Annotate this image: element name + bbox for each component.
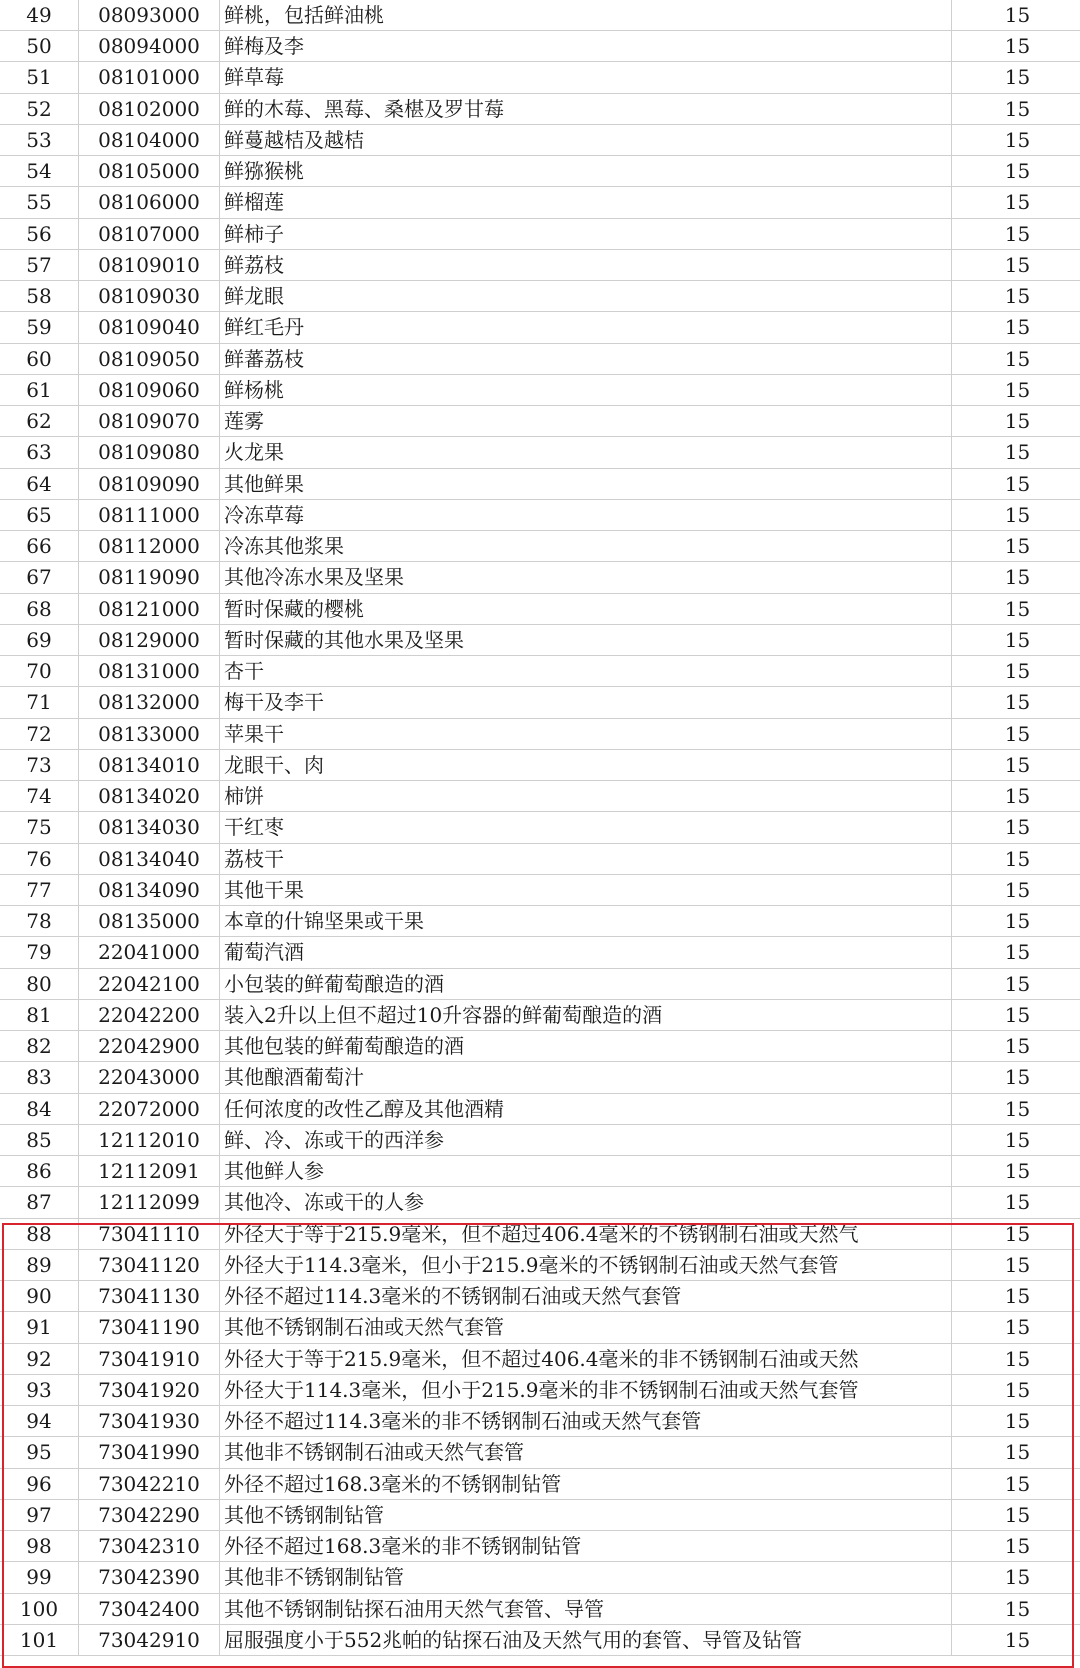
tariff-rate-cell: 15 <box>952 781 1080 812</box>
row-number-cell: 88 <box>0 1218 79 1249</box>
row-number-cell: 87 <box>0 1187 79 1218</box>
product-name-cell: 梅干及李干 <box>220 687 952 718</box>
row-number-cell: 55 <box>0 187 79 218</box>
tariff-rate-cell: 15 <box>952 749 1080 780</box>
hs-code-cell: 73041120 <box>79 1249 220 1280</box>
product-name-cell: 干红枣 <box>220 812 952 843</box>
row-number-cell: 72 <box>0 718 79 749</box>
row-number-cell: 91 <box>0 1312 79 1343</box>
product-name-cell: 任何浓度的改性乙醇及其他酒精 <box>220 1093 952 1124</box>
hs-code-cell: 08101000 <box>79 62 220 93</box>
tariff-rate-cell: 15 <box>952 1468 1080 1499</box>
row-number-cell: 97 <box>0 1499 79 1530</box>
table-row <box>0 124 1080 155</box>
product-name-cell: 冷冻草莓 <box>220 499 952 530</box>
hs-code-cell: 08102000 <box>79 93 220 124</box>
row-number-cell: 84 <box>0 1093 79 1124</box>
hs-code-cell: 08109070 <box>79 406 220 437</box>
hs-code-cell: 08109050 <box>79 343 220 374</box>
product-name-cell: 外径大于等于215.9毫米，但不超过406.4毫米的非不锈钢制石油或天然 <box>220 1343 952 1374</box>
row-number-cell: 94 <box>0 1406 79 1437</box>
hs-code-cell: 08105000 <box>79 156 220 187</box>
row-number-cell: 49 <box>0 0 79 31</box>
hs-code-cell: 08104000 <box>79 124 220 155</box>
tariff-rate-cell: 15 <box>952 1437 1080 1468</box>
table-row <box>0 281 1080 312</box>
hs-code-cell: 73042910 <box>79 1624 220 1655</box>
table-row <box>0 749 1080 780</box>
hs-code-cell: 08109060 <box>79 374 220 405</box>
row-number-cell: 101 <box>0 1624 79 1655</box>
tariff-rate-cell: 15 <box>952 1187 1080 1218</box>
tariff-rate-cell: 15 <box>952 999 1080 1030</box>
row-number-cell: 78 <box>0 906 79 937</box>
row-number-cell: 73 <box>0 749 79 780</box>
product-name-cell: 其他不锈钢制钻探石油用天然气套管、导管 <box>220 1593 952 1624</box>
row-number-cell: 85 <box>0 1124 79 1155</box>
product-name-cell: 鲜的木莓、黑莓、桑椹及罗甘莓 <box>220 93 952 124</box>
tariff-rate-cell: 15 <box>952 93 1080 124</box>
row-number-cell: 75 <box>0 812 79 843</box>
hs-code-cell: 08109040 <box>79 312 220 343</box>
hs-code-cell: 22042200 <box>79 999 220 1030</box>
table-row <box>0 93 1080 124</box>
tariff-rate-cell: 15 <box>952 1562 1080 1593</box>
product-name-cell: 其他干果 <box>220 874 952 905</box>
table-row <box>0 156 1080 187</box>
table-row <box>0 1499 1080 1530</box>
tariff-rate-cell: 15 <box>952 843 1080 874</box>
product-name-cell: 鲜龙眼 <box>220 281 952 312</box>
hs-code-cell: 08107000 <box>79 218 220 249</box>
table-row <box>0 312 1080 343</box>
hs-code-cell: 73042390 <box>79 1562 220 1593</box>
table-row <box>0 468 1080 499</box>
table-row <box>0 1374 1080 1405</box>
row-number-cell: 60 <box>0 343 79 374</box>
product-name-cell: 其他鲜果 <box>220 468 952 499</box>
tariff-rate-cell: 15 <box>952 218 1080 249</box>
product-name-cell: 鲜猕猴桃 <box>220 156 952 187</box>
hs-code-cell: 08121000 <box>79 593 220 624</box>
table-row <box>0 218 1080 249</box>
tariff-rate-cell: 15 <box>952 1156 1080 1187</box>
tariff-rate-cell: 15 <box>952 874 1080 905</box>
hs-code-cell: 73041990 <box>79 1437 220 1468</box>
table-row <box>0 624 1080 655</box>
row-number-cell: 68 <box>0 593 79 624</box>
hs-code-cell: 08111000 <box>79 499 220 530</box>
product-name-cell: 其他鲜人参 <box>220 1156 952 1187</box>
product-name-cell: 装入2升以上但不超过10升容器的鲜葡萄酿造的酒 <box>220 999 952 1030</box>
product-name-cell: 鲜蕃荔枝 <box>220 343 952 374</box>
row-number-cell: 99 <box>0 1562 79 1593</box>
hs-code-cell: 08134040 <box>79 843 220 874</box>
row-number-cell: 62 <box>0 406 79 437</box>
row-number-cell: 65 <box>0 499 79 530</box>
tariff-rate-cell: 15 <box>952 1093 1080 1124</box>
table-row <box>0 437 1080 468</box>
hs-code-cell: 73042290 <box>79 1499 220 1530</box>
hs-code-cell: 08129000 <box>79 624 220 655</box>
product-name-cell: 外径不超过114.3毫米的非不锈钢制石油或天然气套管 <box>220 1406 952 1437</box>
product-name-cell: 小包装的鲜葡萄酿造的酒 <box>220 968 952 999</box>
hs-code-cell: 73041190 <box>79 1312 220 1343</box>
hs-code-cell: 08132000 <box>79 687 220 718</box>
tariff-rate-cell: 15 <box>952 1281 1080 1312</box>
hs-code-cell: 22043000 <box>79 1062 220 1093</box>
hs-code-cell: 08093000 <box>79 0 220 31</box>
table-row <box>0 249 1080 280</box>
hs-code-cell: 08119090 <box>79 562 220 593</box>
hs-code-cell: 22042100 <box>79 968 220 999</box>
row-number-cell: 54 <box>0 156 79 187</box>
tariff-rate-cell: 15 <box>952 906 1080 937</box>
row-number-cell: 92 <box>0 1343 79 1374</box>
table-row <box>0 0 1080 31</box>
hs-code-cell: 73042210 <box>79 1468 220 1499</box>
product-name-cell: 其他包装的鲜葡萄酿造的酒 <box>220 1031 952 1062</box>
table-row <box>0 531 1080 562</box>
product-name-cell: 外径大于等于215.9毫米，但不超过406.4毫米的不锈钢制石油或天然气 <box>220 1218 952 1249</box>
tariff-rate-cell: 15 <box>952 718 1080 749</box>
tariff-rate-cell: 15 <box>952 406 1080 437</box>
product-name-cell: 其他不锈钢制石油或天然气套管 <box>220 1312 952 1343</box>
table-row <box>0 374 1080 405</box>
tariff-rate-cell: 15 <box>952 374 1080 405</box>
table-row <box>0 1531 1080 1562</box>
tariff-rate-cell: 15 <box>952 937 1080 968</box>
product-name-cell: 冷冻其他浆果 <box>220 531 952 562</box>
tariff-rate-cell: 15 <box>952 468 1080 499</box>
table-row <box>0 1468 1080 1499</box>
table-row <box>0 937 1080 968</box>
product-name-cell: 鲜桃，包括鲜油桃 <box>220 0 952 31</box>
row-number-cell: 76 <box>0 843 79 874</box>
hs-code-cell: 08112000 <box>79 531 220 562</box>
table-row <box>0 968 1080 999</box>
tariff-rate-cell: 15 <box>952 968 1080 999</box>
product-name-cell: 鲜红毛丹 <box>220 312 952 343</box>
tariff-rate-cell: 15 <box>952 656 1080 687</box>
product-name-cell: 莲雾 <box>220 406 952 437</box>
table-row <box>0 781 1080 812</box>
hs-code-cell: 08134020 <box>79 781 220 812</box>
row-number-cell: 95 <box>0 1437 79 1468</box>
tariff-rate-cell: 15 <box>952 0 1080 31</box>
row-number-cell: 71 <box>0 687 79 718</box>
table-row <box>0 1281 1080 1312</box>
table-row <box>0 843 1080 874</box>
table-row <box>0 906 1080 937</box>
hs-code-cell: 08134030 <box>79 812 220 843</box>
row-number-cell: 83 <box>0 1062 79 1093</box>
row-number-cell: 70 <box>0 656 79 687</box>
tariff-rate-cell: 15 <box>952 312 1080 343</box>
product-name-cell: 其他冷、冻或干的人参 <box>220 1187 952 1218</box>
table-row <box>0 812 1080 843</box>
product-name-cell: 其他非不锈钢制石油或天然气套管 <box>220 1437 952 1468</box>
tariff-rate-cell: 15 <box>952 31 1080 62</box>
hs-code-cell: 08094000 <box>79 31 220 62</box>
product-name-cell: 荔枝干 <box>220 843 952 874</box>
tariff-rate-cell: 15 <box>952 1312 1080 1343</box>
table-row <box>0 1562 1080 1593</box>
row-number-cell: 80 <box>0 968 79 999</box>
product-name-cell: 鲜杨桃 <box>220 374 952 405</box>
row-number-cell: 63 <box>0 437 79 468</box>
row-number-cell: 74 <box>0 781 79 812</box>
tariff-rate-cell: 15 <box>952 1249 1080 1280</box>
hs-code-cell: 08134090 <box>79 874 220 905</box>
table-row <box>0 562 1080 593</box>
table-row <box>0 1062 1080 1093</box>
row-number-cell: 67 <box>0 562 79 593</box>
product-name-cell: 本章的什锦坚果或干果 <box>220 906 952 937</box>
product-name-cell: 鲜荔枝 <box>220 249 952 280</box>
table-row <box>0 1187 1080 1218</box>
table-row <box>0 187 1080 218</box>
table-row <box>0 31 1080 62</box>
product-name-cell: 外径不超过114.3毫米的不锈钢制石油或天然气套管 <box>220 1281 952 1312</box>
table-row <box>0 874 1080 905</box>
product-name-cell: 鲜、冷、冻或干的西洋参 <box>220 1124 952 1155</box>
product-name-cell: 其他酿酒葡萄汁 <box>220 1062 952 1093</box>
row-number-cell: 50 <box>0 31 79 62</box>
row-number-cell: 98 <box>0 1531 79 1562</box>
row-number-cell: 100 <box>0 1593 79 1624</box>
tariff-rate-cell: 15 <box>952 437 1080 468</box>
row-number-cell: 58 <box>0 281 79 312</box>
row-number-cell: 56 <box>0 218 79 249</box>
product-name-cell: 鲜榴莲 <box>220 187 952 218</box>
hs-code-cell: 73042400 <box>79 1593 220 1624</box>
product-name-cell: 龙眼干、肉 <box>220 749 952 780</box>
product-name-cell: 鲜梅及李 <box>220 31 952 62</box>
product-name-cell: 鲜柿子 <box>220 218 952 249</box>
row-number-cell: 59 <box>0 312 79 343</box>
table-row <box>0 1093 1080 1124</box>
tariff-rate-cell: 15 <box>952 531 1080 562</box>
tariff-rate-cell: 15 <box>952 1531 1080 1562</box>
hs-code-cell: 73042310 <box>79 1531 220 1562</box>
hs-code-cell: 73041920 <box>79 1374 220 1405</box>
product-name-cell: 暂时保藏的其他水果及坚果 <box>220 624 952 655</box>
product-name-cell: 其他非不锈钢制钻管 <box>220 1562 952 1593</box>
hs-code-cell: 12112099 <box>79 1187 220 1218</box>
row-number-cell: 77 <box>0 874 79 905</box>
hs-code-cell: 12112010 <box>79 1124 220 1155</box>
tariff-rate-cell: 15 <box>952 156 1080 187</box>
row-number-cell: 57 <box>0 249 79 280</box>
hs-code-cell: 08109030 <box>79 281 220 312</box>
product-name-cell: 屈服强度小于552兆帕的钻探石油及天然气用的套管、导管及钻管 <box>220 1624 952 1655</box>
hs-code-cell: 73041130 <box>79 1281 220 1312</box>
row-number-cell: 51 <box>0 62 79 93</box>
product-name-cell: 鲜蔓越桔及越桔 <box>220 124 952 155</box>
table-row <box>0 406 1080 437</box>
product-name-cell: 其他不锈钢制钻管 <box>220 1499 952 1530</box>
tariff-rate-cell: 15 <box>952 1499 1080 1530</box>
tariff-rate-cell: 15 <box>952 1218 1080 1249</box>
row-number-cell: 96 <box>0 1468 79 1499</box>
row-number-cell: 69 <box>0 624 79 655</box>
tariff-rate-cell: 15 <box>952 343 1080 374</box>
tariff-rate-cell: 15 <box>952 1374 1080 1405</box>
row-number-cell: 82 <box>0 1031 79 1062</box>
row-number-cell: 64 <box>0 468 79 499</box>
tariff-rate-cell: 15 <box>952 1406 1080 1437</box>
table-row <box>0 1249 1080 1280</box>
hs-code-cell: 08135000 <box>79 906 220 937</box>
tariff-rate-cell: 15 <box>952 1062 1080 1093</box>
hs-code-cell: 73041110 <box>79 1218 220 1249</box>
row-number-cell: 66 <box>0 531 79 562</box>
table-row <box>0 999 1080 1030</box>
product-name-cell: 其他冷冻水果及坚果 <box>220 562 952 593</box>
hs-code-cell: 08109090 <box>79 468 220 499</box>
table-row <box>0 499 1080 530</box>
tariff-rate-cell: 15 <box>952 281 1080 312</box>
tariff-rate-cell: 15 <box>952 1031 1080 1062</box>
row-number-cell: 90 <box>0 1281 79 1312</box>
table-row <box>0 656 1080 687</box>
row-number-cell: 52 <box>0 93 79 124</box>
hs-code-cell: 22072000 <box>79 1093 220 1124</box>
product-name-cell: 外径大于114.3毫米，但小于215.9毫米的非不锈钢制石油或天然气套管 <box>220 1374 952 1405</box>
table-row <box>0 1218 1080 1249</box>
hs-code-cell: 12112091 <box>79 1156 220 1187</box>
table-row <box>0 1312 1080 1343</box>
product-name-cell: 外径大于114.3毫米，但小于215.9毫米的不锈钢制石油或天然气套管 <box>220 1249 952 1280</box>
hs-code-cell: 08109080 <box>79 437 220 468</box>
row-number-cell: 79 <box>0 937 79 968</box>
tariff-rate-cell: 15 <box>952 187 1080 218</box>
hs-code-cell: 08106000 <box>79 187 220 218</box>
tariff-rate-cell: 15 <box>952 499 1080 530</box>
table-row <box>0 1624 1080 1655</box>
table-row <box>0 1593 1080 1624</box>
product-name-cell: 葡萄汽酒 <box>220 937 952 968</box>
product-name-cell: 柿饼 <box>220 781 952 812</box>
row-number-cell: 81 <box>0 999 79 1030</box>
tariff-rate-cell: 15 <box>952 812 1080 843</box>
tariff-rate-cell: 15 <box>952 1124 1080 1155</box>
table-row <box>0 687 1080 718</box>
row-number-cell: 53 <box>0 124 79 155</box>
tariff-rate-cell: 15 <box>952 624 1080 655</box>
table-row <box>0 62 1080 93</box>
hs-code-cell: 22041000 <box>79 937 220 968</box>
row-number-cell: 61 <box>0 374 79 405</box>
hs-code-cell: 08133000 <box>79 718 220 749</box>
table-row <box>0 343 1080 374</box>
product-name-cell: 鲜草莓 <box>220 62 952 93</box>
tariff-rate-cell: 15 <box>952 687 1080 718</box>
row-number-cell: 89 <box>0 1249 79 1280</box>
table-row <box>0 718 1080 749</box>
product-name-cell: 外径不超过168.3毫米的不锈钢制钻管 <box>220 1468 952 1499</box>
tariff-rate-cell: 15 <box>952 562 1080 593</box>
hs-code-cell: 73041910 <box>79 1343 220 1374</box>
table-row <box>0 1437 1080 1468</box>
hs-code-cell: 08134010 <box>79 749 220 780</box>
product-name-cell: 苹果干 <box>220 718 952 749</box>
hs-code-cell: 22042900 <box>79 1031 220 1062</box>
tariff-rate-cell: 15 <box>952 1624 1080 1655</box>
product-name-cell: 杏干 <box>220 656 952 687</box>
tariff-rate-cell: 15 <box>952 249 1080 280</box>
row-number-cell: 93 <box>0 1374 79 1405</box>
product-name-cell: 火龙果 <box>220 437 952 468</box>
hs-code-cell: 08109010 <box>79 249 220 280</box>
tariff-rate-cell: 15 <box>952 593 1080 624</box>
table-row <box>0 1406 1080 1437</box>
table-row <box>0 593 1080 624</box>
table-row <box>0 1124 1080 1155</box>
product-name-cell: 暂时保藏的樱桃 <box>220 593 952 624</box>
hs-code-cell: 08131000 <box>79 656 220 687</box>
tariff-rate-cell: 15 <box>952 124 1080 155</box>
tariff-rate-cell: 15 <box>952 62 1080 93</box>
tariff-rate-cell: 15 <box>952 1593 1080 1624</box>
tariff-rate-cell: 15 <box>952 1343 1080 1374</box>
table-row <box>0 1031 1080 1062</box>
row-number-cell: 86 <box>0 1156 79 1187</box>
product-name-cell: 外径不超过168.3毫米的非不锈钢制钻管 <box>220 1531 952 1562</box>
table-row <box>0 1343 1080 1374</box>
table-row <box>0 1156 1080 1187</box>
hs-code-cell: 73041930 <box>79 1406 220 1437</box>
